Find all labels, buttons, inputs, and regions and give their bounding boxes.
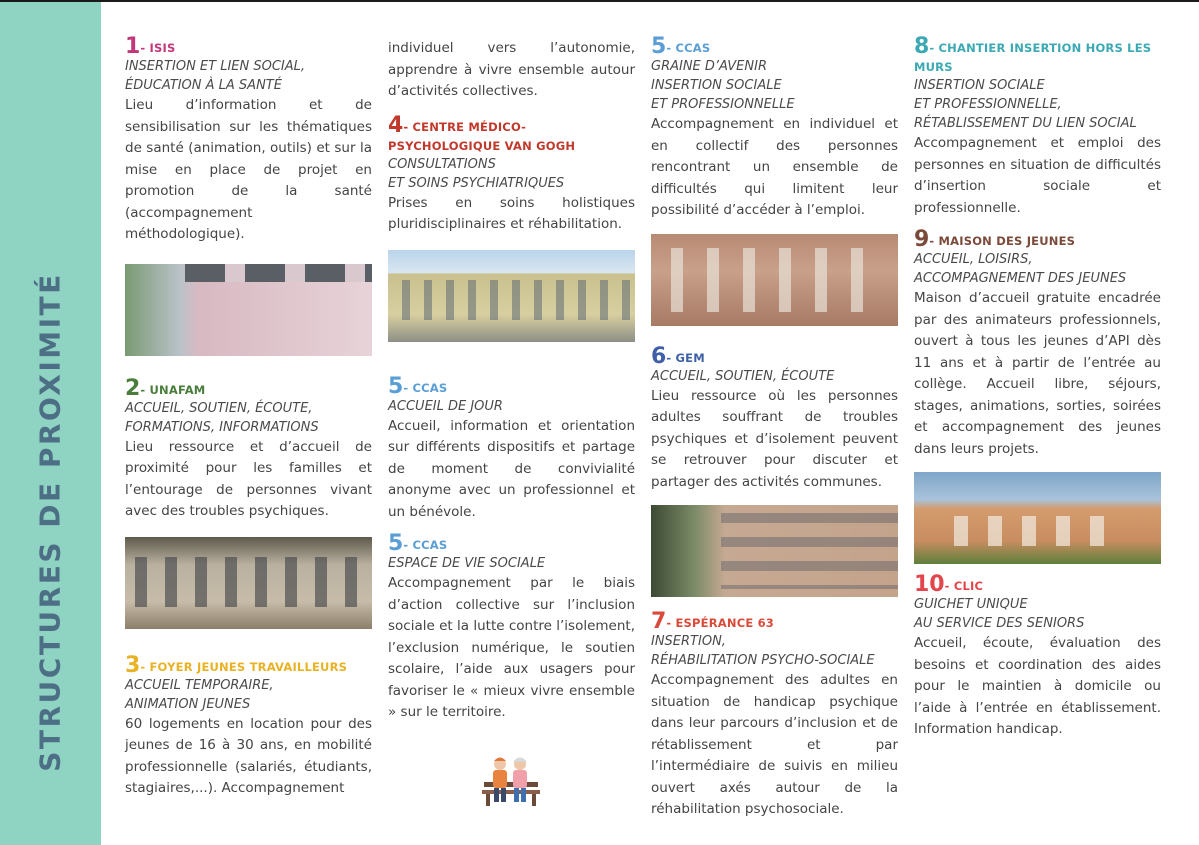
entry-description: Maison d’accueil gratuite encadrée par des animateurs professionnels, ouvert à tous les jeunes d’API dès 11 ans et à partir de l’entrée au collège. Accueil libre, séjours, stages, animations, sorties, soirées et accompagnement des jeunes dans leurs projets. [914,290,1161,457]
entry-number: 1 [125,34,141,59]
entry-description: Lieu ressource et d’accueil de proximité pour les familles et l’entourage de personnes vivant avec des troubles psychiques. [125,438,372,519]
entry-number: 2 [125,375,141,401]
photo-maison-des-jeunes [914,472,1161,564]
entry-number: 7 [651,609,667,634]
entry-name: CCAS [412,538,448,552]
entry-name: CLIC [953,579,984,593]
entry-name: - [140,659,150,674]
entry-subtitle: INSERTION, RÉHABILITATION PSYCHO-SOCIALE [651,634,875,668]
column-2 [388,38,635,736]
entry-number: 5 [651,34,667,59]
entry-description: Accueil, information et orientation sur différents dispositifs et partage de moment de convivialité anonyme avec un professionnel et un bénévole. [388,417,635,520]
entry-name: - [140,382,150,397]
entry-mj [914,227,1161,460]
entry-fjt [125,652,372,800]
entry-name: - [666,616,676,630]
entry-ccas-jour [388,373,635,524]
entry-description: 60 logements en location pour des jeunes de 16 à 30 ans, en mobilité professionnelle (salariés, étudiants, stagiaires,...). Accompagnement [125,715,372,796]
side-title: STRUCTURES DE PROXIMITÉ [33,272,67,772]
entry-subtitle: GUICHET UNIQUE AU SERVICE DES SENIORS [914,597,1085,631]
entry-name: ISIS [149,41,176,55]
bench-people-icon [478,752,544,808]
entry-name: CCAS [675,41,711,55]
entry-subtitle: ESPACE DE VIE SOCIALE [388,556,546,571]
photo-cmp [388,250,635,342]
entry-number: 10 [914,572,945,597]
entry-description: Accompagnement par le biais d’action collective sur l’inclusion sociale et la lutte contre l’isolement, l’exclusion numérique, le soutien scolaire, l’aide aux usagers pour favoriser le « mieux vivre ensemble » sur le territoire. [388,575,635,720]
entry-subtitle: GRAINE D’AVENIR INSERTION SOCIALE ET PROFESSIONNELLE [651,59,795,112]
entry-continuation: individuel vers l’autonomie, apprendre à vivre ensemble autour d’activités collectives. [388,40,635,99]
entry-description: Accompagnement des adultes en situation de handicap psychique dans leur parcours d’inclusion et de rétablissement et par l’intermédiaire de suivis en milieu ouvert axés autour de la réhabilitation psychosociale. [651,672,898,817]
entry-subtitle: INSERTION ET LIEN SOCIAL, ÉDUCATION À LA SANTÉ [125,59,306,93]
top-border [0,0,1199,2]
entry-subtitle: INSERTION SOCIALE ET PROFESSIONNELLE, RÉTABLISSEMENT DU LIEN SOCIAL [914,78,1137,131]
entry-name: - [929,41,939,55]
entry-subtitle: ACCUEIL, SOUTIEN, ÉCOUTE, FORMATIONS, INFORMATIONS [125,400,319,435]
entry-number: 8 [914,34,930,59]
entry-subtitle: ACCUEIL, LOISIRS, ACCOMPAGNEMENT DES JEUNES [914,252,1127,286]
entry-ccas-graine [651,34,898,222]
entry-number: 5 [388,531,404,556]
entry-name: - [666,41,676,55]
photo-isis [125,264,372,356]
column-1 [125,34,372,812]
entry-description: Lieu ressource où les personnes adultes souffrant de troubles psychiques et d’isolement peuvent se retrouver pour discuter et partager des activités communes. [651,387,898,490]
entry-clic [914,572,1161,741]
entry-number: 9 [914,227,930,252]
entry-name: - [929,234,939,248]
entry-number: 4 [388,112,404,138]
entry-chantier [914,34,1161,219]
entry-name: - [140,41,150,55]
entry-subtitle: ACCUEIL TEMPORAIRE, ANIMATION JEUNES [125,677,274,712]
entry-name: - [403,538,413,552]
entry-subtitle: CONSULTATIONS ET SOINS PSYCHIATRIQUES [388,156,565,191]
entry-name: ESPÉRANCE 63 [675,616,775,630]
entry-name: - [403,380,413,395]
entry-subtitle: ACCUEIL, SOUTIEN, ÉCOUTE [651,368,835,384]
entry-description: Accueil, écoute, évaluation des besoins et coordination des aides pour le maintien à domicile ou l’aide à l’entrée en établissement. Information handicap. [914,635,1161,737]
photo-gem [651,505,898,597]
entry-description: Prises en soins holistiques pluridisciplinaires et réhabilitation. [388,194,635,232]
entry-name: CHANTIER INSERTION HORS LES MURS [914,41,1152,74]
entry-esperance [651,609,898,821]
photo-unafam [125,537,372,629]
entry-name: CENTRE MÉDICO-PSYCHOLOGIQUE VAN GOGH [388,119,576,153]
entry-description: Accompagnement et emploi des personnes en situation de difficultés d’insertion sociale et professionnelle. [914,135,1161,216]
entry-name: - [403,119,413,134]
entry-subtitle: ACCUEIL DE JOUR [388,398,503,414]
entry-number: 3 [125,652,141,678]
entry-isis [125,34,372,246]
entry-name: FOYER JEUNES TRAVAILLEURS [149,659,348,674]
sidebar-band [0,2,101,845]
column-3 [651,34,898,833]
entry-ccas-evs [388,531,635,724]
entry-name: MAISON DES JEUNES [938,234,1076,248]
entry-gem [651,343,898,494]
entry-name: - [944,579,954,593]
entry-number: 6 [651,343,667,369]
column-4 [914,34,1161,753]
entry-description: Lieu d’information et de sensibilisation sur les thématiques de santé (animation, outils) et sur la mise en place de projet en promotion de la santé (accompagnement méthodologique). [125,97,372,242]
entry-number: 5 [388,373,404,399]
entry-cmp [388,112,635,236]
photo-ccas [651,234,898,326]
entry-name: GEM [675,350,705,365]
entry-name: UNAFAM [149,382,206,397]
entry-unafam [125,375,372,523]
entry-name: - [666,350,676,365]
entry-name: CCAS [412,380,448,395]
entry-description: Accompagnement en individuel et en collectif des personnes rencontrant un ensemble de difficultés qui limitent leur possibilité d’accéder à l’emploi. [651,116,898,218]
